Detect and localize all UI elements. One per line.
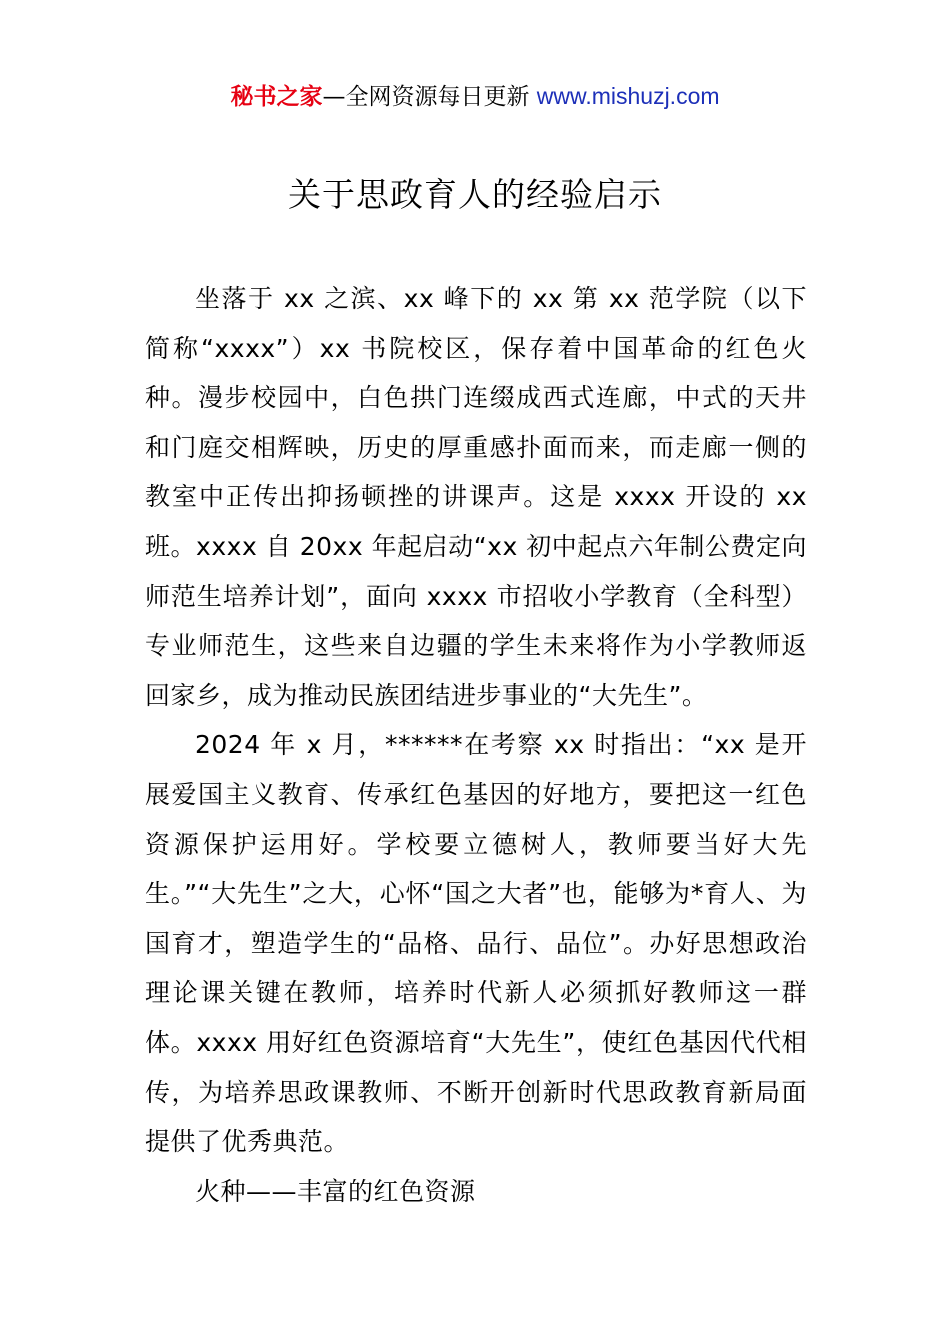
site-brand: 秘书之家 — [230, 84, 323, 110]
section-heading: 火种——丰富的红色资源 — [195, 1176, 476, 1206]
document-title: 关于思政育人的经验启示 — [288, 175, 662, 214]
body-paragraph-1: 坐落于 xx 之滨、xx 峰下的 xx 第 xx 范学院（以下简称“xxxx”）xx 书院校区，保存着中国革命的红色火种。漫步校园中，白色拱门连缀成西式连廊，中式的天井和门庭交相辉映，历史的厚重感扑面而来，而走廊一侧的教室中正传出抑扬顿挫的讲课声。这是 xxxx 开设的 xx 班。xxxx 自 20xx 年起启动“xx 初中起点六年制公费定向师范生培养计划”，面向 xxxx 市招收小学教育（全科型）专业师范生，这些来自边疆的学生未来将作为小学教师返回家乡，成为推动民族团结进步事业的“大先生”。 — [145, 284, 807, 710]
site-url-link[interactable]: www.mishuzj.com — [536, 83, 720, 109]
site-tagline: —全网资源每日更新 — [322, 84, 537, 110]
document-body — [145, 274, 807, 1216]
body-paragraph-2: 2024 年 x 月，******在考察 xx 时指出：“xx 是开展爱国主义教育、传承红色基因的好地方，要把这一红色资源保护运用好。学校要立德树人，教师要当好大先生。”“大先生”之大，心怀“国之大者”也，能够为*育人、为国育才，塑造学生的“品格、品行、品位”。办好思想政治理论课关键在教师，培养时代新人必须抓好教师这一群体。xxxx 用好红色资源培育“大先生”，使红色基因代代相传，为培养思政课教师、不断开创新时代思政教育新局面提供了优秀典范。 — [145, 730, 807, 1157]
site-header — [0, 80, 950, 113]
